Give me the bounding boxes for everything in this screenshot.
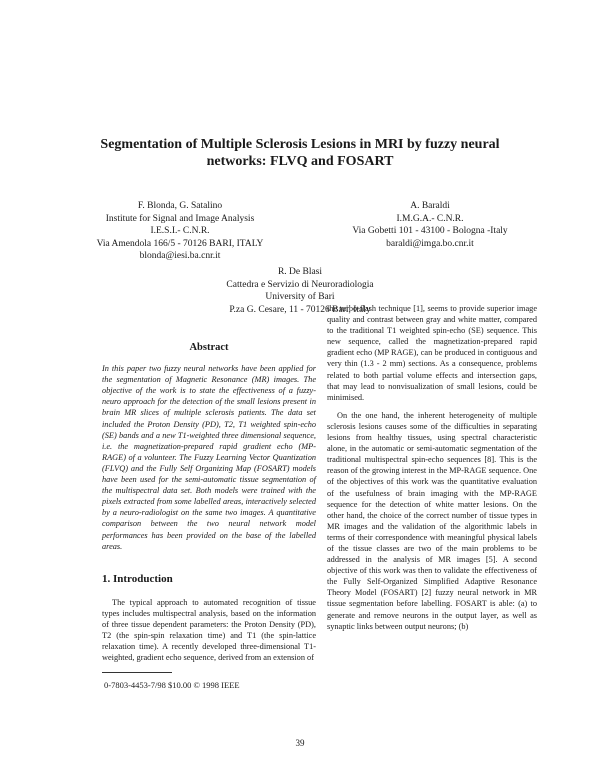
footnote-rule bbox=[102, 672, 172, 673]
author-block-1 bbox=[60, 200, 300, 263]
affiliation-line: I.M.G.A.- C.N.R. bbox=[396, 213, 464, 224]
author-names: R. De Blasi bbox=[277, 267, 323, 277]
copyright-footer: 0-7803-4453-7/98 $10.00 © 1998 IEEE bbox=[104, 680, 240, 690]
author-block-2 bbox=[305, 200, 555, 250]
abstract-heading: Abstract bbox=[189, 342, 229, 353]
affiliation-line: P.za G. Cesare, 11 - 70126 Bari, Italy bbox=[229, 304, 371, 315]
paper-title: Segmentation of Multiple Sclerosis Lesions in MRI by fuzzy neural networks: FLVQ and FOSART bbox=[100, 137, 500, 169]
page-number: 39 bbox=[295, 738, 305, 748]
body-paragraph: the turbo-flash technique [1], seems to provide superior image quality and contrast between gray and white matter, compared to the traditional T1 weighted spin-echo (SE) sequence. This new sequence, called the magnetization-prepared rapid gradient echo (MP RAGE), can be produced in contiguous and very thin (1.3 - 2 mm) sections. As a consequence, problems related to both partial volume effects and intersection gaps, that may lead to nonvisualization of small lesions, could be minimised. bbox=[327, 304, 537, 402]
author-names: F. Blonda, G. Satalino bbox=[137, 201, 223, 211]
author-email: baraldi@imga.bo.cnr.it bbox=[386, 238, 474, 249]
affiliation-line: Via Amendola 166/5 - 70126 BARI, ITALY bbox=[96, 238, 264, 249]
author-email: blonda@iesi.ba.cnr.it bbox=[139, 251, 221, 261]
affiliation-line: University of Bari bbox=[265, 292, 335, 302]
right-column bbox=[327, 303, 537, 632]
affiliation-line: Cattedra e Servizio di Neuroradiologia bbox=[226, 279, 374, 290]
section-heading: 1. Introduction bbox=[102, 572, 173, 585]
abstract-text: In this paper two fuzzy neural networks have been applied for the segmentation of Magnetic Resonance (MR) images. The objective of the work is to state the effectiveness of a fuzzy-neuro approach for the detection of the small lesions present in brain MR slices of multiple sclerosis patients. The data set included the Proton Density (PD), T2, T1 weighted spin-echo (SE) bands and a new T1-weighted three dimensional sequence, i.e. the magnetization-prepared rapid gradient echo (MP-RAGE) of a volunteer. The Fuzzy Learning Vector Quantization (FLVQ) and the Fully Self Organizing Map (FOSART) models have been used for the semi-automatic tissue segmentation of the multispectral data set. Both models were trained with the pixels extracted from some labelled areas, interactively selected by a neuro-radiologist on the same two images. A quantitative comparison between the two neural network model performances has been provided on the base of the labelled areas. bbox=[102, 364, 316, 551]
affiliation-line: Institute for Signal and Image Analysis bbox=[105, 213, 255, 224]
body-paragraph: The typical approach to automated recognition of tissue types includes multispectral analysis, based on the information of three tissue dependent parameters: the Proton Density (PD), T2 (the spin-spin relaxation time) and T1 (the spin-lattice relaxation time). A recently developed three-dimensional T1-weighted, gradient echo sequence, derived from an extension of bbox=[102, 597, 316, 663]
left-column bbox=[102, 336, 316, 663]
body-paragraph: On the one hand, the inherent heterogeneity of multiple sclerosis lesions causes some of the difficulties in separating lesions from healthy tissues, using spectral characteristic alone, in the automatic or semi-automatic segmentation of the traditional multispectral spin-echo sequences [8]. This is the reason of the growing interest in the MP-RAGE sequence. One of the objectives of this work was the quantitative evaluation of the usefulness of brain imaging with the MP-RAGE sequence for the detection of white matter lesions. On the other hand, the choice of the correct number of tissue types in MR images and the validation of the algorithmic labels in terms of their correspondence with meaningful physical labels of the tissue classes are two of the main problems to be addressed in the analysis of MR images [5]. A second objective of this work was then to validate the effectiveness of the Fully Self-Organized Simplified Adaptive Resonance Theory Model (FOSART) [2] fuzzy neural network in MR tissue segmentation before labelling. FOSART is able: (a) to generate and remove neurons in the output layer, as well as synaptic links between output neurons; (b) bbox=[327, 410, 537, 631]
affiliation-line: I.E.S.I.- C.N.R. bbox=[150, 226, 210, 236]
affiliation-line: Via Gobetti 101 - 43100 - Bologna -Italy bbox=[352, 226, 508, 236]
author-names: A. Baraldi bbox=[410, 201, 450, 211]
